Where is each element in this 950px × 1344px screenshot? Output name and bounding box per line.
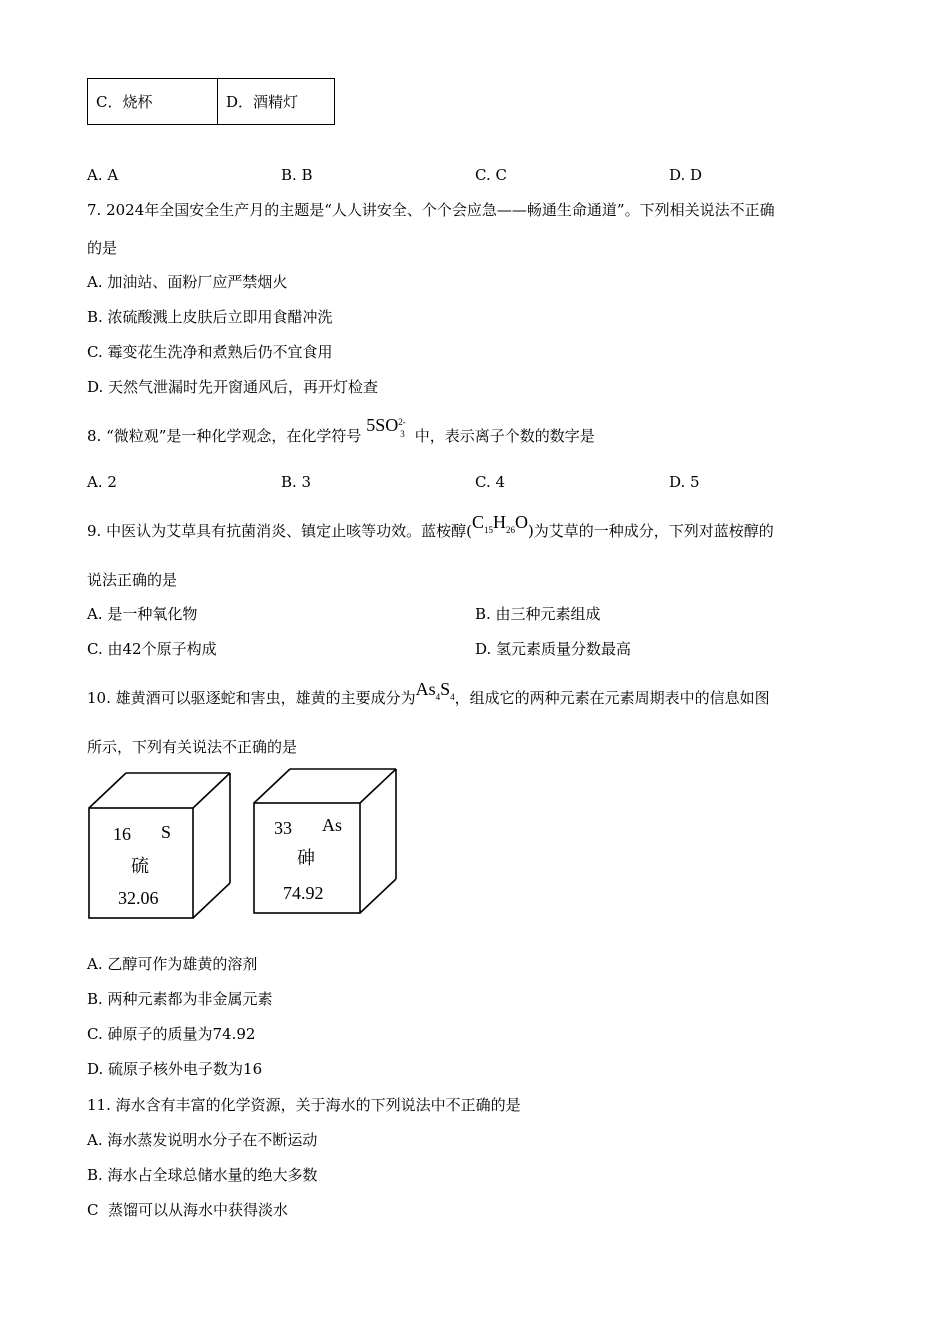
q9-formula-o: O	[514, 512, 528, 532]
q10-formula-as: As	[415, 679, 436, 699]
q6-option-b: B. B	[281, 166, 313, 184]
q7-stem-line1: 7. 2024年全国安全生产月的主题是“人人讲安全、个个会应急——畅通生命通道”。下列相关说法不正确	[87, 201, 775, 219]
arsenic-name: 砷	[297, 848, 315, 869]
q7-option-d: D. 天然气泄漏时先开窗通风后，再开灯检查	[87, 378, 379, 396]
q9-option-c: C. 由42个原子构成	[87, 640, 217, 658]
q8-option-c: C. 4	[475, 473, 506, 491]
arsenic-symbol: As	[322, 815, 343, 835]
q10-formula-as-sub: 4	[435, 692, 441, 702]
options-table	[87, 78, 335, 125]
q10-option-a: A. 乙醇可作为雄黄的溶剂	[87, 955, 258, 973]
sulfur-symbol: S	[161, 822, 172, 842]
sulfur-name: 硫	[131, 856, 149, 877]
q6-option-c: C. C	[475, 166, 507, 184]
q11-option-a: A. 海水蒸发说明水分子在不断运动	[87, 1131, 318, 1149]
q10-option-b: B. 两种元素都为非金属元素	[87, 990, 273, 1008]
q9-stem-line1	[87, 512, 774, 542]
q6-option-a: A. A	[87, 166, 119, 184]
q8-option-a: A. 2	[87, 473, 117, 491]
q8-option-d: D. 5	[669, 473, 700, 491]
q9-formula-c: C	[471, 512, 484, 532]
arsenic-atomic-mass: 74.92	[283, 883, 324, 903]
q8-formula-main: 5SO	[366, 415, 399, 435]
q11-option-c: C 蒸馏可以从海水中获得淡水	[87, 1201, 289, 1219]
q9-formula-c-sub: 15	[483, 525, 493, 535]
q9-formula	[471, 512, 528, 535]
q9-option-b: B. 由三种元素组成	[475, 605, 601, 623]
q6-option-d: D. D	[669, 166, 703, 184]
sulfur-atomic-mass: 32.06	[118, 888, 159, 908]
q9-stem-line2: 说法正确的是	[87, 571, 178, 589]
q8-stem	[87, 415, 595, 445]
arsenic-cube	[254, 769, 396, 913]
q8-option-b: B. 3	[281, 473, 312, 491]
q9-stem-pre: 9. 中医认为艾草具有抗菌消炎、镇定止咳等功效。蓝桉醇(	[87, 522, 472, 540]
q10-stem-post: ，组成它的两种元素在元素周期表中的信息如图	[454, 689, 770, 707]
q9-formula-h: H	[492, 512, 506, 532]
q9-stem-post: )为艾草的一种成分，下列对蓝桉醇的	[527, 522, 774, 540]
q8-formula-scripts	[398, 416, 410, 439]
q10-formula-s-sub: 4	[450, 692, 455, 702]
q9-option-a: A. 是一种氧化物	[87, 605, 198, 623]
q7-option-a: A. 加油站、面粉厂应严禁烟火	[87, 273, 288, 291]
q10-formula	[415, 679, 455, 702]
q10-stem-line2: 所示，下列有关说法不正确的是	[87, 738, 298, 756]
q8-stem-pre: 8. “微粒观”是一种化学观念，在化学符号	[87, 427, 362, 445]
q11-stem: 11. 海水含有丰富的化学资源，关于海水的下列说法中不正确的是	[87, 1096, 521, 1114]
table-cell-c: C．烧杯	[88, 79, 218, 125]
sulfur-atomic-number: 16	[113, 824, 131, 844]
q8-stem-post: 中，表示离子个数的数字是	[414, 427, 595, 445]
q11-option-b: B. 海水占全球总储水量的绝大多数	[87, 1166, 318, 1184]
sulfur-cube	[89, 773, 230, 918]
q10-option-d: D. 硫原子核外电子数为16	[87, 1060, 263, 1078]
q8-formula-sup: 2-	[398, 417, 406, 427]
q7-option-b: B. 浓硫酸溅上皮肤后立即用食醋冲洗	[87, 308, 333, 326]
q8-formula-sub: 3	[400, 429, 405, 439]
q10-option-c: C. 砷原子的质量为74.92	[87, 1025, 256, 1043]
q10-stem-line1	[87, 679, 770, 709]
q10-stem-pre: 10. 雄黄酒可以驱逐蛇和害虫，雄黄的主要成分为	[87, 689, 416, 707]
q10-formula-s: S	[440, 679, 451, 699]
q9-option-d: D. 氢元素质量分数最高	[475, 640, 632, 658]
q7-stem-line2: 的是	[87, 239, 118, 257]
arsenic-atomic-number: 33	[274, 818, 292, 838]
table-cell-d: D．酒精灯	[218, 79, 335, 125]
q8-formula	[366, 415, 415, 439]
q9-formula-h-sub: 26	[505, 525, 515, 535]
element-cubes-figure	[86, 766, 401, 924]
q7-option-c: C. 霉变花生洗净和煮熟后仍不宜食用	[87, 343, 333, 361]
